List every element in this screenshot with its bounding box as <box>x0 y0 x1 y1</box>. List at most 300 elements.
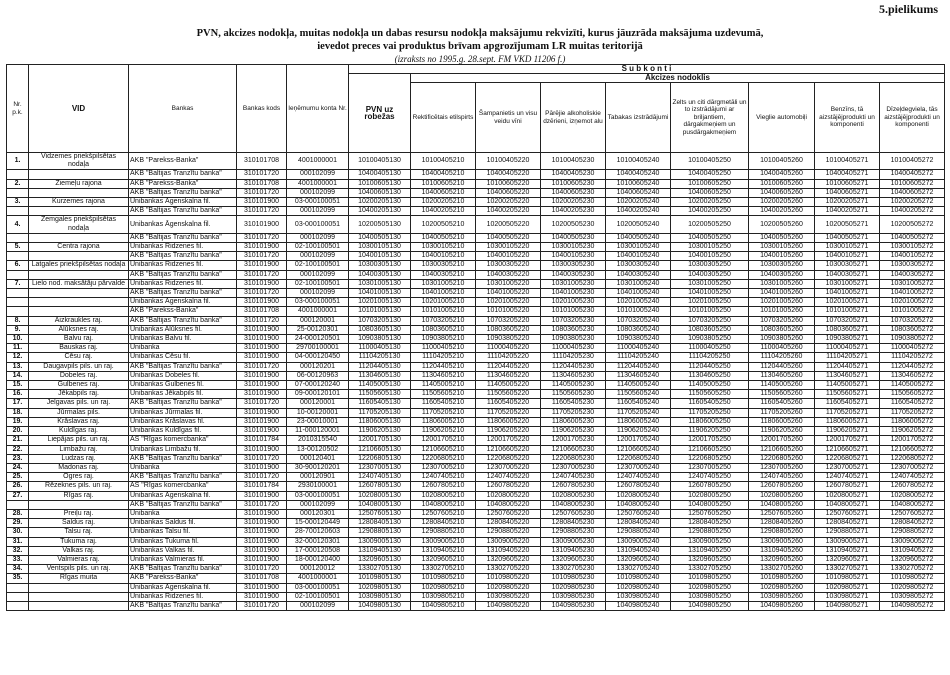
row-petrol: 11000405271 <box>815 344 880 353</box>
row-bank: AKB "Baltijas Tranzītu banka" <box>129 316 237 325</box>
row-bank-code: 310101720 <box>237 473 287 482</box>
row-petrol: 11705205271 <box>815 408 880 417</box>
title-line-1: PVN, akcizes nodokļa, muitas nodokļa un dabas resursu nodokļa maksājumu rekvizīti, kurus jāuzrāda maksājuma uzdevumā, <box>196 28 764 39</box>
row-tobacco: 10400405240 <box>606 170 671 179</box>
row-spirits: 10209805230 <box>541 583 606 592</box>
row-account: 000102099 <box>287 500 349 509</box>
row-nr: 3. <box>7 198 29 207</box>
row-petrol: 10309805271 <box>815 592 880 601</box>
row-vid: Cēsu raj. <box>29 353 129 362</box>
row-account: 15-000120449 <box>287 519 349 528</box>
row-bank: AKB "Baltijas Tranzītu banka" <box>129 188 237 197</box>
row-spirits: 10200205230 <box>541 198 606 207</box>
row-nr <box>7 298 29 307</box>
row-wine: 10409805220 <box>476 601 541 610</box>
row-gold: 11304605250 <box>671 371 749 380</box>
row-spirits: 10309805230 <box>541 592 606 601</box>
row-petrol: 11204405271 <box>815 362 880 371</box>
row-ethanol: 13302705210 <box>411 565 476 574</box>
row-spirits: 10703205230 <box>541 316 606 325</box>
row-cars: 10300305260 <box>749 261 815 270</box>
row-tobacco: 10400105240 <box>606 252 671 261</box>
row-ethanol: 10200505210 <box>411 216 476 233</box>
table-row <box>7 583 945 592</box>
row-tobacco: 10109805240 <box>606 574 671 583</box>
row-bank: Unibankas Āgenskalna fil. <box>129 583 237 592</box>
row-cars: 10400605260 <box>749 188 815 197</box>
row-nr: 2. <box>7 179 29 188</box>
row-cars: 10101005260 <box>749 307 815 316</box>
row-nr <box>7 289 29 298</box>
row-wine: 10200505220 <box>476 216 541 233</box>
row-gold: 10401005250 <box>671 289 749 298</box>
row-wine: 12808405220 <box>476 519 541 528</box>
row-bank: AKB "Parekss-Banka" <box>129 574 237 583</box>
row-account: 13-00120502 <box>287 445 349 454</box>
row-nr <box>7 252 29 261</box>
row-cars: 12206805260 <box>749 454 815 463</box>
row-cars: 10109805260 <box>749 574 815 583</box>
row-wine: 11906205220 <box>476 427 541 436</box>
row-wine: 10109805220 <box>476 574 541 583</box>
row-pvn: 10200505130 <box>349 216 411 233</box>
row-tobacco: 12307005240 <box>606 463 671 472</box>
row-vid <box>29 307 129 316</box>
row-ethanol: 10201005210 <box>411 298 476 307</box>
row-vid: Limbažu raj. <box>29 445 129 454</box>
row-account: 000102099 <box>287 289 349 298</box>
row-pvn: 12106605130 <box>349 445 411 454</box>
row-bank: AKB "Baltijas Tranzītu banka" <box>129 207 237 216</box>
row-nr: 20. <box>7 427 29 436</box>
table-row <box>7 601 945 610</box>
table-row <box>7 408 945 417</box>
row-spirits: 11104205230 <box>541 353 606 362</box>
row-pvn: 10401005130 <box>349 289 411 298</box>
row-diesel: 10803605272 <box>880 325 945 334</box>
row-spirits: 12001705230 <box>541 436 606 445</box>
row-bank: Unibankas Dobeles fil. <box>129 371 237 380</box>
row-cars: 10208005260 <box>749 491 815 500</box>
row-diesel: 12307005272 <box>880 463 945 472</box>
row-wine: 10201005220 <box>476 298 541 307</box>
row-account: 000102099 <box>287 188 349 197</box>
row-wine: 12106605220 <box>476 445 541 454</box>
row-nr <box>7 500 29 509</box>
row-petrol: 12106605271 <box>815 445 880 454</box>
row-pvn: 10301005130 <box>349 279 411 288</box>
row-spirits: 10903805230 <box>541 335 606 344</box>
header-tobacco: Tabakas izstrādājumi <box>606 83 671 153</box>
row-ethanol: 13209605210 <box>411 555 476 564</box>
row-bank-code: 310101720 <box>237 362 287 371</box>
row-account: 000120401 <box>287 454 349 463</box>
header-akcizes: Akcizes nodoklis <box>411 74 945 83</box>
row-gold: 10300305250 <box>671 261 749 270</box>
row-wine: 10100405220 <box>476 153 541 170</box>
row-cars: 11705205260 <box>749 408 815 417</box>
row-spirits: 11605405230 <box>541 399 606 408</box>
row-diesel: 13009005272 <box>880 537 945 546</box>
row-account: 04-000120450 <box>287 353 349 362</box>
row-ethanol: 11104205210 <box>411 353 476 362</box>
row-vid: Centra rajona <box>29 243 129 252</box>
row-gold: 12106605250 <box>671 445 749 454</box>
row-ethanol: 10400305210 <box>411 270 476 279</box>
row-diesel: 11405005272 <box>880 381 945 390</box>
row-tobacco: 13009005240 <box>606 537 671 546</box>
row-ethanol: 10400405210 <box>411 170 476 179</box>
row-petrol: 10300105271 <box>815 243 880 252</box>
header-spirits: Pārējie alkoholiskie dzērieni, izņemot alu <box>541 83 606 153</box>
row-diesel: 10300105272 <box>880 243 945 252</box>
row-pvn: 13009005130 <box>349 537 411 546</box>
header-bank: Bankas <box>129 65 237 153</box>
row-ethanol: 10309805210 <box>411 592 476 601</box>
row-gold: 10400305250 <box>671 270 749 279</box>
table-row <box>7 335 945 344</box>
row-wine: 10400305220 <box>476 270 541 279</box>
table-row <box>7 344 945 353</box>
row-nr <box>7 307 29 316</box>
row-gold: 10400405250 <box>671 170 749 179</box>
row-cars: 11000405260 <box>749 344 815 353</box>
row-bank: AKB "Baltijas Tranzītu banka" <box>129 170 237 179</box>
table-row <box>7 509 945 518</box>
row-ethanol: 12407405210 <box>411 473 476 482</box>
row-cars: 12607805260 <box>749 482 815 491</box>
row-pvn: 13209605130 <box>349 555 411 564</box>
row-gold: 10109805250 <box>671 574 749 583</box>
row-gold: 13009005250 <box>671 537 749 546</box>
row-wine: 12607805220 <box>476 482 541 491</box>
row-gold: 12206805250 <box>671 454 749 463</box>
row-bank: AKB "Parekss-Banka" <box>129 307 237 316</box>
row-account: 000102099 <box>287 252 349 261</box>
row-vid <box>29 298 129 307</box>
header-bank-code: Bankas kods <box>237 65 287 153</box>
table-row <box>7 546 945 555</box>
row-bank-code: 310101900 <box>237 528 287 537</box>
row-petrol: 10408005271 <box>815 500 880 509</box>
row-account: 28-700120603 <box>287 528 349 537</box>
row-nr <box>7 601 29 610</box>
table-row <box>7 298 945 307</box>
row-petrol: 12507605271 <box>815 509 880 518</box>
row-pvn: 10201005130 <box>349 298 411 307</box>
table-row <box>7 427 945 436</box>
row-ethanol: 10408005210 <box>411 500 476 509</box>
row-petrol: 12607805271 <box>815 482 880 491</box>
row-vid: Latgales priekšpilsētas nodaļa <box>29 261 129 270</box>
row-petrol: 13209605271 <box>815 555 880 564</box>
row-account: 17-000120508 <box>287 546 349 555</box>
row-ethanol: 10200205210 <box>411 198 476 207</box>
row-wine: 10309805220 <box>476 592 541 601</box>
row-bank-code: 310101900 <box>237 427 287 436</box>
row-bank-code: 310101900 <box>237 509 287 518</box>
row-nr: 4. <box>7 216 29 233</box>
row-spirits: 10300105230 <box>541 243 606 252</box>
table-row <box>7 170 945 179</box>
row-petrol: 10703205271 <box>815 316 880 325</box>
row-pvn: 13302705130 <box>349 565 411 574</box>
row-bank-code: 310101784 <box>237 436 287 445</box>
table-row <box>7 371 945 380</box>
row-diesel: 11806005272 <box>880 417 945 426</box>
row-spirits: 12206805230 <box>541 454 606 463</box>
row-wine: 10100605220 <box>476 179 541 188</box>
row-wine: 11104205220 <box>476 353 541 362</box>
row-bank-code: 310101900 <box>237 198 287 207</box>
row-tobacco: 10101005240 <box>606 307 671 316</box>
row-gold: 10309805250 <box>671 592 749 601</box>
row-tobacco: 10400605240 <box>606 188 671 197</box>
row-nr: 7. <box>7 279 29 288</box>
row-gold: 10400205250 <box>671 207 749 216</box>
row-bank: AKB "Baltijas Tranzītu banka" <box>129 289 237 298</box>
row-nr: 17. <box>7 399 29 408</box>
row-petrol: 10301005271 <box>815 279 880 288</box>
row-gold: 10200505250 <box>671 216 749 233</box>
row-diesel: 10101005272 <box>880 307 945 316</box>
row-account: 4001000001 <box>287 179 349 188</box>
row-bank-code: 310101900 <box>237 546 287 555</box>
row-ethanol: 10400505210 <box>411 233 476 242</box>
row-spirits: 10109805230 <box>541 574 606 583</box>
row-wine: 12206805220 <box>476 454 541 463</box>
row-vid: Gulbenes raj. <box>29 381 129 390</box>
table-row <box>7 216 945 233</box>
row-bank-code: 310101720 <box>237 270 287 279</box>
row-wine: 12908805220 <box>476 528 541 537</box>
table-row <box>7 519 945 528</box>
row-diesel: 10200505272 <box>880 216 945 233</box>
row-bank: AKB "Baltijas Tranzītu banka" <box>129 399 237 408</box>
title-line-2: ievedot preces vai produktus brīvam apgrozījumam LR muitas teritorijā <box>317 41 643 52</box>
row-bank-code: 310101900 <box>237 592 287 601</box>
row-diesel: 10400505272 <box>880 233 945 242</box>
row-bank-code: 310101900 <box>237 408 287 417</box>
row-nr <box>7 592 29 601</box>
row-cars: 10301005260 <box>749 279 815 288</box>
table-row <box>7 528 945 537</box>
row-account: 2930100001 <box>287 482 349 491</box>
table-row <box>7 417 945 426</box>
row-ethanol: 11304605210 <box>411 371 476 380</box>
row-vid: Zemgales priekšpilsētas nodaļa <box>29 216 129 233</box>
row-bank-code: 310101720 <box>237 500 287 509</box>
row-vid: Balvu raj. <box>29 335 129 344</box>
row-account: 32-000120301 <box>287 537 349 546</box>
row-nr: 25. <box>7 473 29 482</box>
row-wine: 10803605220 <box>476 325 541 334</box>
row-tobacco: 11906205240 <box>606 427 671 436</box>
row-bank-code: 310101900 <box>237 298 287 307</box>
row-vid: Vidzemes priekšpilsētas nodaļa <box>29 153 129 170</box>
row-wine: 12507605220 <box>476 509 541 518</box>
row-account: 000120012 <box>287 565 349 574</box>
row-cars: 13009005260 <box>749 537 815 546</box>
row-account: 000102099 <box>287 207 349 216</box>
row-petrol: 10400405271 <box>815 170 880 179</box>
table-row <box>7 399 945 408</box>
row-bank: AKB "Baltijas Tranzītu banka" <box>129 252 237 261</box>
row-ethanol: 10209805210 <box>411 583 476 592</box>
row-bank: AKB "Baltijas Tranzītu banka" <box>129 270 237 279</box>
row-gold: 10400605250 <box>671 188 749 197</box>
row-bank: Unibankas Āgenskalna fil. <box>129 216 237 233</box>
row-petrol: 10803605271 <box>815 325 880 334</box>
row-ethanol: 10301005210 <box>411 279 476 288</box>
row-bank-code: 310101900 <box>237 519 287 528</box>
row-cars: 11405005260 <box>749 381 815 390</box>
appendix-label: 5.pielikums <box>878 2 938 16</box>
row-vid <box>29 583 129 592</box>
row-ethanol: 12001705210 <box>411 436 476 445</box>
row-bank: Unibankas Limbažu fil. <box>129 445 237 454</box>
row-vid: Valmieras raj. <box>29 555 129 564</box>
row-bank: Unibanka <box>129 509 237 518</box>
row-bank: AKB "Baltijas Tranzītu banka" <box>129 362 237 371</box>
row-tobacco: 12507605240 <box>606 509 671 518</box>
row-bank: AKB "Baltijas Tranzītu banka" <box>129 233 237 242</box>
row-tobacco: 11304605240 <box>606 371 671 380</box>
row-bank: Unibankas Cēsu fil. <box>129 353 237 362</box>
row-ethanol: 13009005210 <box>411 537 476 546</box>
row-bank: Unibankas Tukuma fil. <box>129 537 237 546</box>
row-nr: 28. <box>7 509 29 518</box>
row-diesel: 11000405272 <box>880 344 945 353</box>
header-petrol: Benzīns, tā aizstājējprodukti un komponenti <box>815 83 880 153</box>
row-cars: 12908805260 <box>749 528 815 537</box>
row-nr: 11. <box>7 344 29 353</box>
row-cars: 10200205260 <box>749 198 815 207</box>
row-nr: 5. <box>7 243 29 252</box>
table-row <box>7 307 945 316</box>
row-petrol: 12001705271 <box>815 436 880 445</box>
row-bank-code: 310101708 <box>237 574 287 583</box>
row-pvn: 11605405130 <box>349 399 411 408</box>
row-tobacco: 12908805240 <box>606 528 671 537</box>
row-wine: 11806005220 <box>476 417 541 426</box>
row-diesel: 12607805272 <box>880 482 945 491</box>
row-bank-code: 310101900 <box>237 417 287 426</box>
row-cars: 10400305260 <box>749 270 815 279</box>
row-wine: 10408005220 <box>476 500 541 509</box>
row-petrol: 10401005271 <box>815 289 880 298</box>
row-ethanol: 10300105210 <box>411 243 476 252</box>
row-nr: 14. <box>7 371 29 380</box>
row-bank: Unibankas Jūrmalas fil. <box>129 408 237 417</box>
row-account: 02-100100501 <box>287 261 349 270</box>
row-vid <box>29 592 129 601</box>
row-tobacco: 10703205240 <box>606 316 671 325</box>
row-cars: 10400105260 <box>749 252 815 261</box>
row-bank: Unibankas Talsu fil. <box>129 528 237 537</box>
row-nr: 33. <box>7 555 29 564</box>
row-spirits: 10301005230 <box>541 279 606 288</box>
row-diesel: 10109805272 <box>880 574 945 583</box>
table-row <box>7 565 945 574</box>
row-wine: 13109405220 <box>476 546 541 555</box>
header-wine: Šampanietis un visu veidu vīni <box>476 83 541 153</box>
row-ethanol: 11405005210 <box>411 381 476 390</box>
row-cars: 10400205260 <box>749 207 815 216</box>
row-bank-code: 310101720 <box>237 399 287 408</box>
row-vid <box>29 500 129 509</box>
row-account: 29700100001 <box>287 344 349 353</box>
row-spirits: 11405005230 <box>541 381 606 390</box>
row-spirits: 11705205230 <box>541 408 606 417</box>
row-pvn: 10101005130 <box>349 307 411 316</box>
row-wine: 10400105220 <box>476 252 541 261</box>
row-wine: 10400205220 <box>476 207 541 216</box>
row-bank: Unibankas Ridzenes fil. <box>129 261 237 270</box>
row-bank-code: 310101900 <box>237 445 287 454</box>
row-account: 02-100100501 <box>287 279 349 288</box>
row-vid: Preiļu raj. <box>29 509 129 518</box>
row-account: 07-000120240 <box>287 381 349 390</box>
row-diesel: 10300305272 <box>880 261 945 270</box>
row-gold: 10300105250 <box>671 243 749 252</box>
row-tobacco: 10208005240 <box>606 491 671 500</box>
row-petrol: 10100405271 <box>815 153 880 170</box>
row-tobacco: 10100605240 <box>606 179 671 188</box>
row-bank-code: 310101720 <box>237 170 287 179</box>
row-ethanol: 11806005210 <box>411 417 476 426</box>
row-account: 000102099 <box>287 170 349 179</box>
row-diesel: 12808405272 <box>880 519 945 528</box>
row-gold: 11405005250 <box>671 381 749 390</box>
row-cars: 10408005260 <box>749 500 815 509</box>
row-pvn: 11204405130 <box>349 362 411 371</box>
row-vid: Ziemeļu rajona <box>29 179 129 188</box>
row-bank: Unibankas Gulbenes fil. <box>129 381 237 390</box>
row-vid: Tukuma raj. <box>29 537 129 546</box>
row-bank: Unibankas Kuldīgas fil. <box>129 427 237 436</box>
row-pvn: 10400105130 <box>349 252 411 261</box>
row-petrol: 12908805271 <box>815 528 880 537</box>
row-nr: 24. <box>7 463 29 472</box>
row-bank-code: 310101900 <box>237 261 287 270</box>
row-ethanol: 11906205210 <box>411 427 476 436</box>
row-gold: 11000405250 <box>671 344 749 353</box>
requisites-table <box>6 64 945 611</box>
row-spirits: 10401005230 <box>541 289 606 298</box>
row-diesel: 10400405272 <box>880 170 945 179</box>
row-account: 4001000001 <box>287 153 349 170</box>
row-ethanol: 10101005210 <box>411 307 476 316</box>
row-nr: 31. <box>7 537 29 546</box>
row-bank-code: 310101720 <box>237 601 287 610</box>
row-petrol: 11806005271 <box>815 417 880 426</box>
row-nr: 21. <box>7 436 29 445</box>
row-pvn: 10309805130 <box>349 592 411 601</box>
table-row <box>7 233 945 242</box>
row-tobacco: 10200505240 <box>606 216 671 233</box>
row-account: 000102099 <box>287 233 349 242</box>
row-wine: 10401005220 <box>476 289 541 298</box>
row-bank: AKB "Baltijas Tranzītu banka" <box>129 454 237 463</box>
row-pvn: 10100405130 <box>349 153 411 170</box>
row-wine: 11204405220 <box>476 362 541 371</box>
row-petrol: 11906205271 <box>815 427 880 436</box>
row-cars: 11304605260 <box>749 371 815 380</box>
row-ethanol: 11605405210 <box>411 399 476 408</box>
row-tobacco: 10301005240 <box>606 279 671 288</box>
table-row <box>7 325 945 334</box>
